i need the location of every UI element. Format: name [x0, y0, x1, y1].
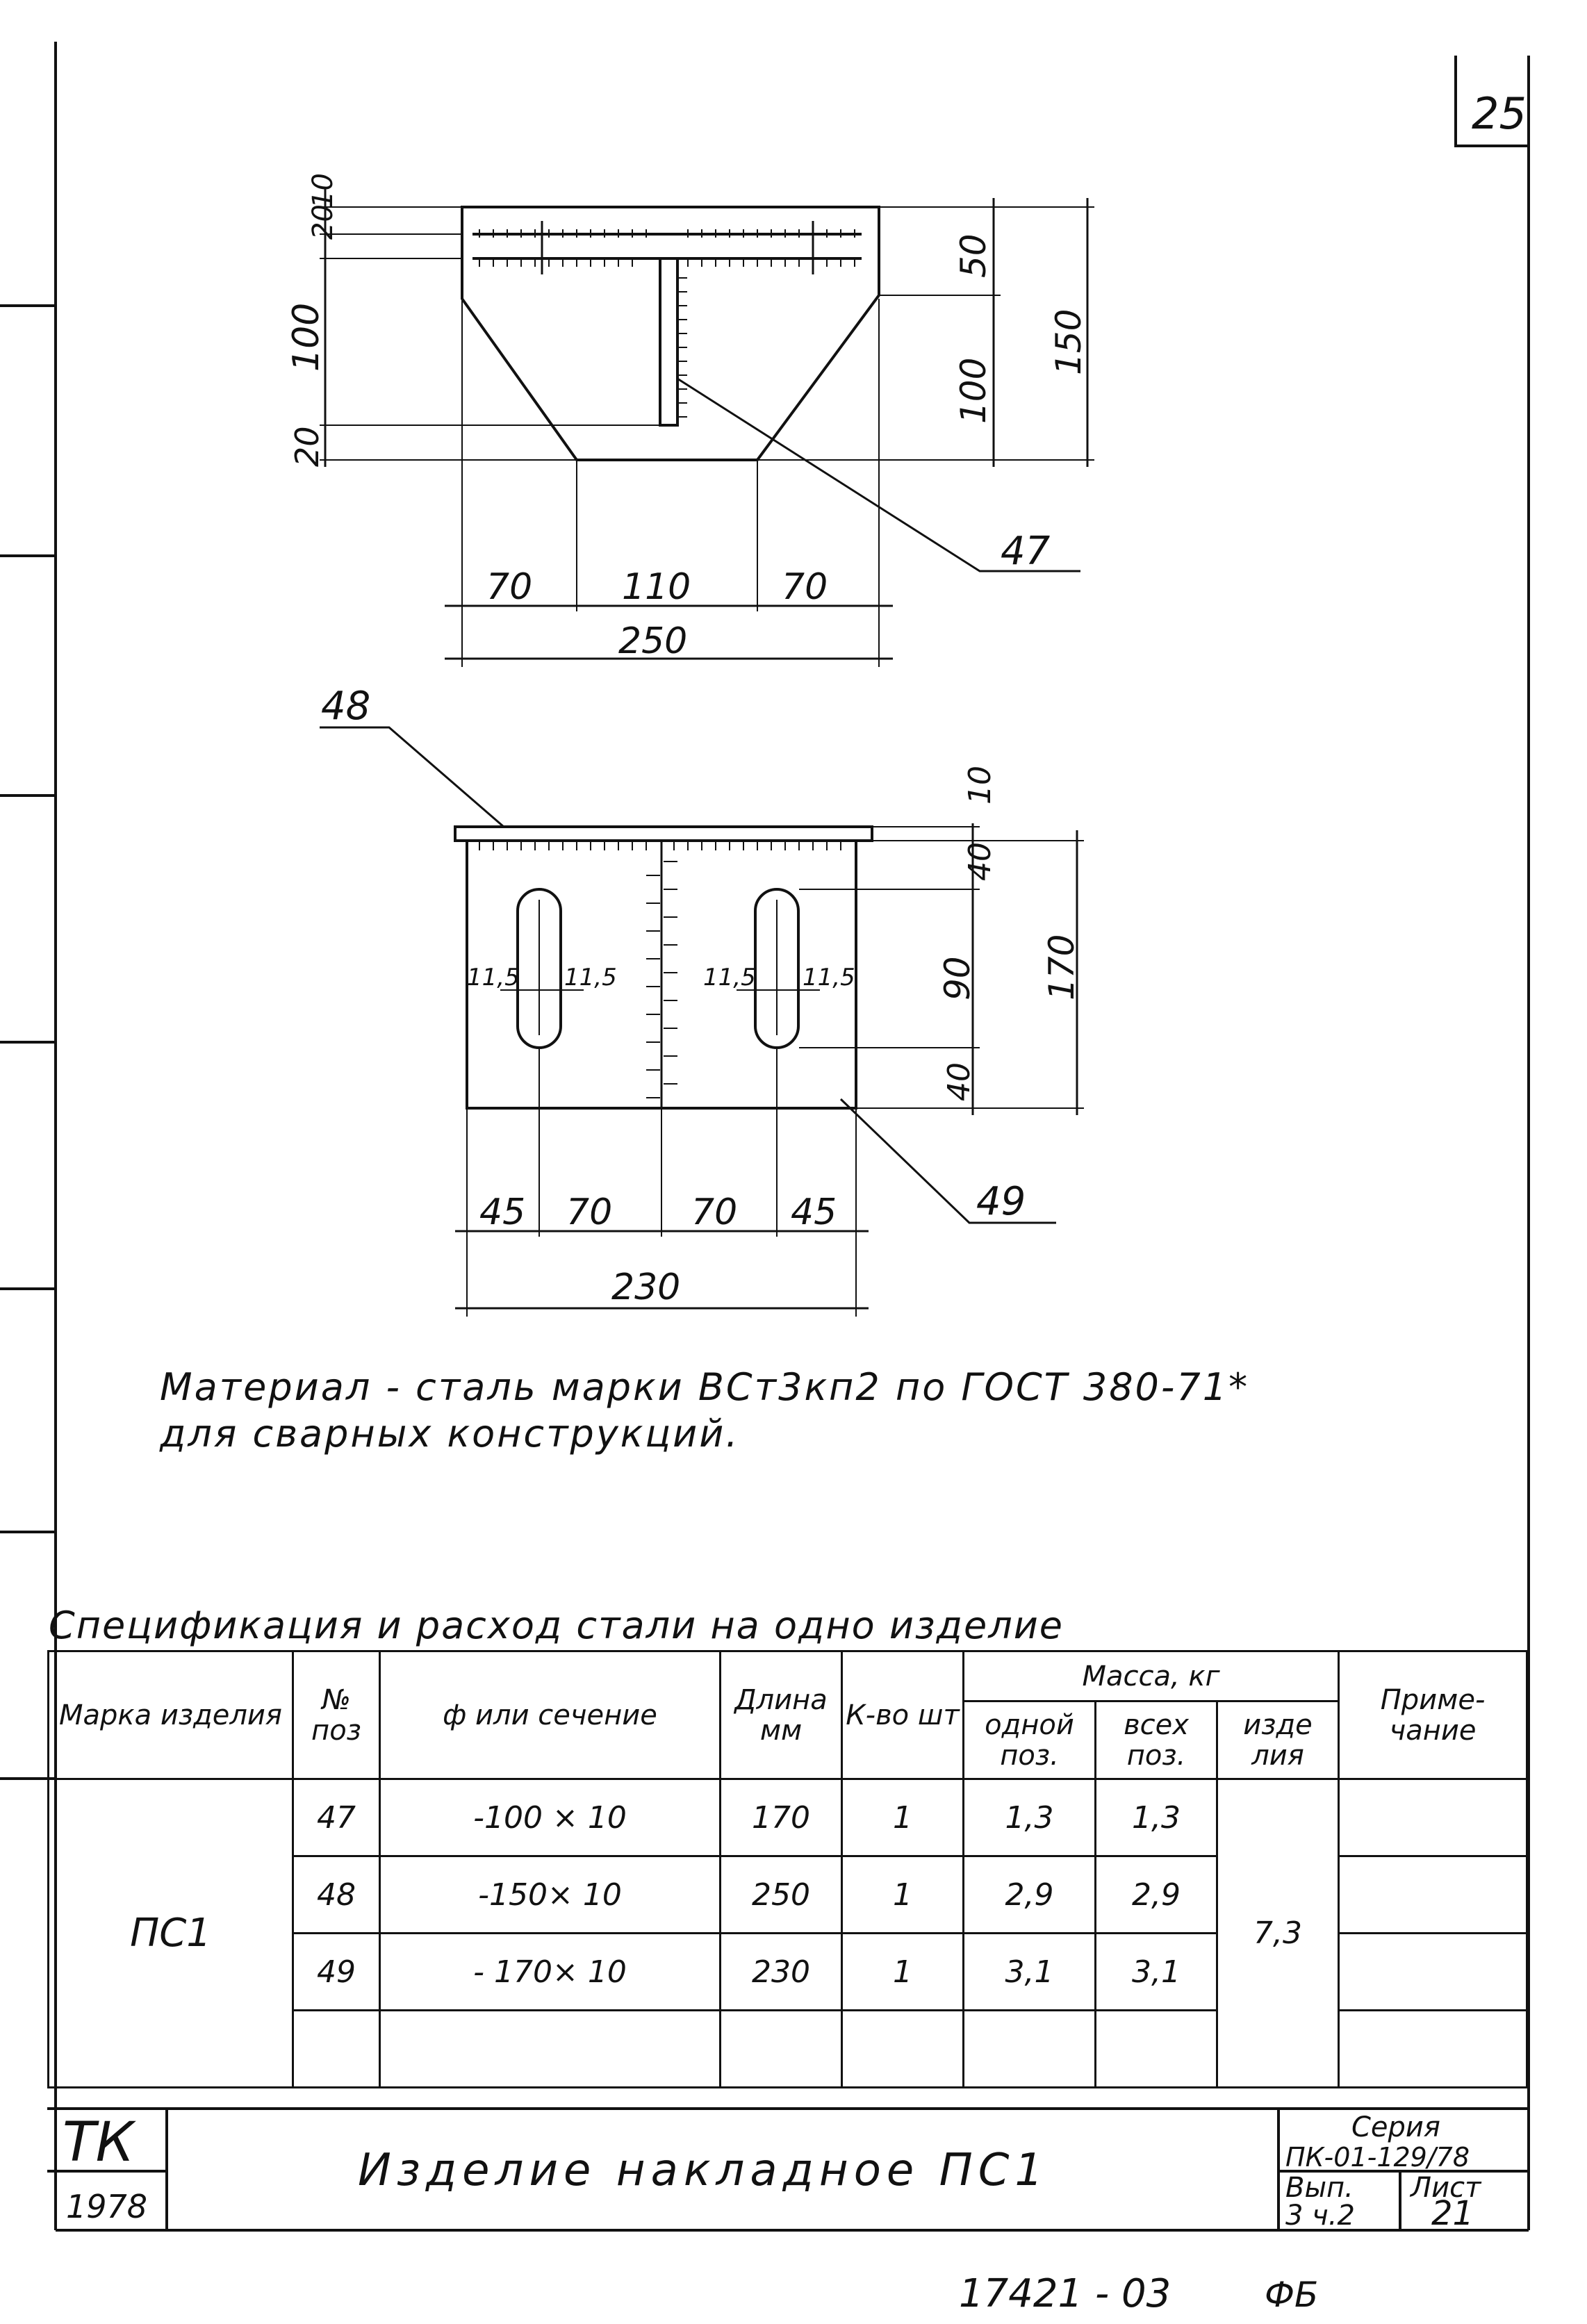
- header-mass: Масса, кг: [964, 1651, 1339, 1701]
- length-cell: 170: [721, 1779, 842, 1856]
- dim-bottom-110: 110: [622, 566, 691, 608]
- callout-49: 49: [976, 1179, 1026, 1224]
- header-qty: К-во шт: [842, 1651, 964, 1779]
- header-section: ф или сечение: [380, 1651, 721, 1779]
- dim-bottom-45b: 45: [791, 1192, 837, 1233]
- sheet-label: Лист: [1411, 2172, 1481, 2204]
- header-mass-one: одной поз.: [964, 1701, 1096, 1779]
- dim-bottom-70a: 70: [486, 566, 533, 608]
- org-stamp: ТК: [63, 2111, 135, 2174]
- title-block-text: [63, 2111, 1482, 2316]
- footer-mark: ФБ: [1265, 2275, 1319, 2315]
- issue-value: 3 ч.2: [1285, 2200, 1355, 2232]
- dim-left-10: 10: [307, 173, 339, 208]
- header-mass-all: всех поз.: [1096, 1701, 1217, 1779]
- dim-left-100: 100: [286, 302, 327, 372]
- dim-right-150: 150: [1049, 308, 1089, 375]
- section-cell: - 170× 10: [380, 1934, 721, 2011]
- mark-cell: ПС1: [49, 1779, 293, 2088]
- length-cell: 230: [721, 1934, 842, 2011]
- bottom-drawing-labels: [321, 684, 1082, 1308]
- footer-code: 17421 - 03: [959, 2271, 1171, 2316]
- qty-cell: 1: [842, 1779, 964, 1856]
- section-cell: -150× 10: [380, 1856, 721, 1934]
- issue-label: Вып.: [1285, 2172, 1354, 2204]
- dim-slot-right-a: 11,5: [703, 964, 756, 991]
- pos-cell: 48: [293, 1856, 380, 1934]
- dim-overall-250: 250: [618, 620, 688, 662]
- header-mass-item: изде лия: [1217, 1701, 1339, 1779]
- mass-all-cell: 3,1: [1096, 1934, 1217, 2011]
- pos-cell: 47: [293, 1779, 380, 1856]
- mass-one-cell: 1,3: [964, 1779, 1096, 1856]
- header-pos: № поз: [293, 1651, 380, 1779]
- qty-cell: 1: [842, 1856, 964, 1934]
- sheet-number: 25: [1472, 88, 1527, 139]
- dim-bottom-45a: 45: [479, 1192, 526, 1233]
- header-note: Приме- чание: [1339, 1651, 1527, 1779]
- note-cell: [1339, 1779, 1527, 1856]
- dim-right-100: 100: [953, 357, 994, 424]
- dim-bottom-70b: 70: [691, 1192, 738, 1233]
- dim-plate-10: 10: [962, 766, 998, 805]
- spec-table: [47, 1650, 1528, 2088]
- dim-slot-right-b: 11,5: [803, 964, 855, 991]
- mass-all-cell: 1,3: [1096, 1779, 1217, 1856]
- dim-bottom-70b: 70: [782, 566, 828, 608]
- sheet-number-box: [1456, 56, 1529, 146]
- mass-one-cell: 3,1: [964, 1934, 1096, 2011]
- dim-overall-230: 230: [611, 1267, 681, 1308]
- note-cell: [1339, 1934, 1527, 2011]
- dim-left-20b: 20: [288, 426, 326, 467]
- note-cell: [1339, 1856, 1527, 1934]
- callout-47: 47: [1001, 529, 1051, 574]
- total-mass-cell: 7,3: [1217, 1779, 1339, 2088]
- dim-bottom-70a: 70: [566, 1192, 613, 1233]
- top-drawing-labels: [286, 173, 1089, 662]
- spec-title: Спецификация и расход стали на одно изделие: [49, 1604, 1064, 1647]
- sheet-value: 21: [1431, 2194, 1474, 2233]
- table-row: [49, 1779, 1527, 1856]
- dim-slot-left-a: 11,5: [467, 964, 520, 991]
- dim-right-50: 50: [953, 233, 994, 278]
- dim-overall-170: 170: [1042, 934, 1082, 1000]
- dim-bottom-40: 40: [941, 1062, 977, 1101]
- mass-one-cell: 2,9: [964, 1856, 1096, 1934]
- drawing-title: Изделие накладное ПС1: [358, 2145, 1049, 2196]
- dim-slot-left-b: 11,5: [564, 964, 617, 991]
- year: 1978: [66, 2188, 148, 2225]
- header-length: Длина мм: [721, 1651, 842, 1779]
- header-mark: Марка изделия: [49, 1651, 293, 1779]
- callout-48: 48: [321, 684, 371, 729]
- length-cell: 250: [721, 1856, 842, 1934]
- dim-top-40: 40: [962, 842, 998, 881]
- mass-all-cell: 2,9: [1096, 1856, 1217, 1934]
- material-note-line1: Материал - сталь марки ВСт3кп2 по ГОСТ 380-71*: [160, 1365, 1250, 1409]
- section-cell: -100 × 10: [380, 1779, 721, 1856]
- qty-cell: 1: [842, 1934, 964, 2011]
- series-label: Серия: [1351, 2111, 1440, 2143]
- dim-left-20: 20: [307, 204, 339, 240]
- pos-cell: 49: [293, 1934, 380, 2011]
- series-value: ПК-01-129/78: [1285, 2142, 1470, 2173]
- dim-slot-90: 90: [937, 956, 978, 1000]
- material-note-line2: для сварных конструкций.: [160, 1412, 740, 1456]
